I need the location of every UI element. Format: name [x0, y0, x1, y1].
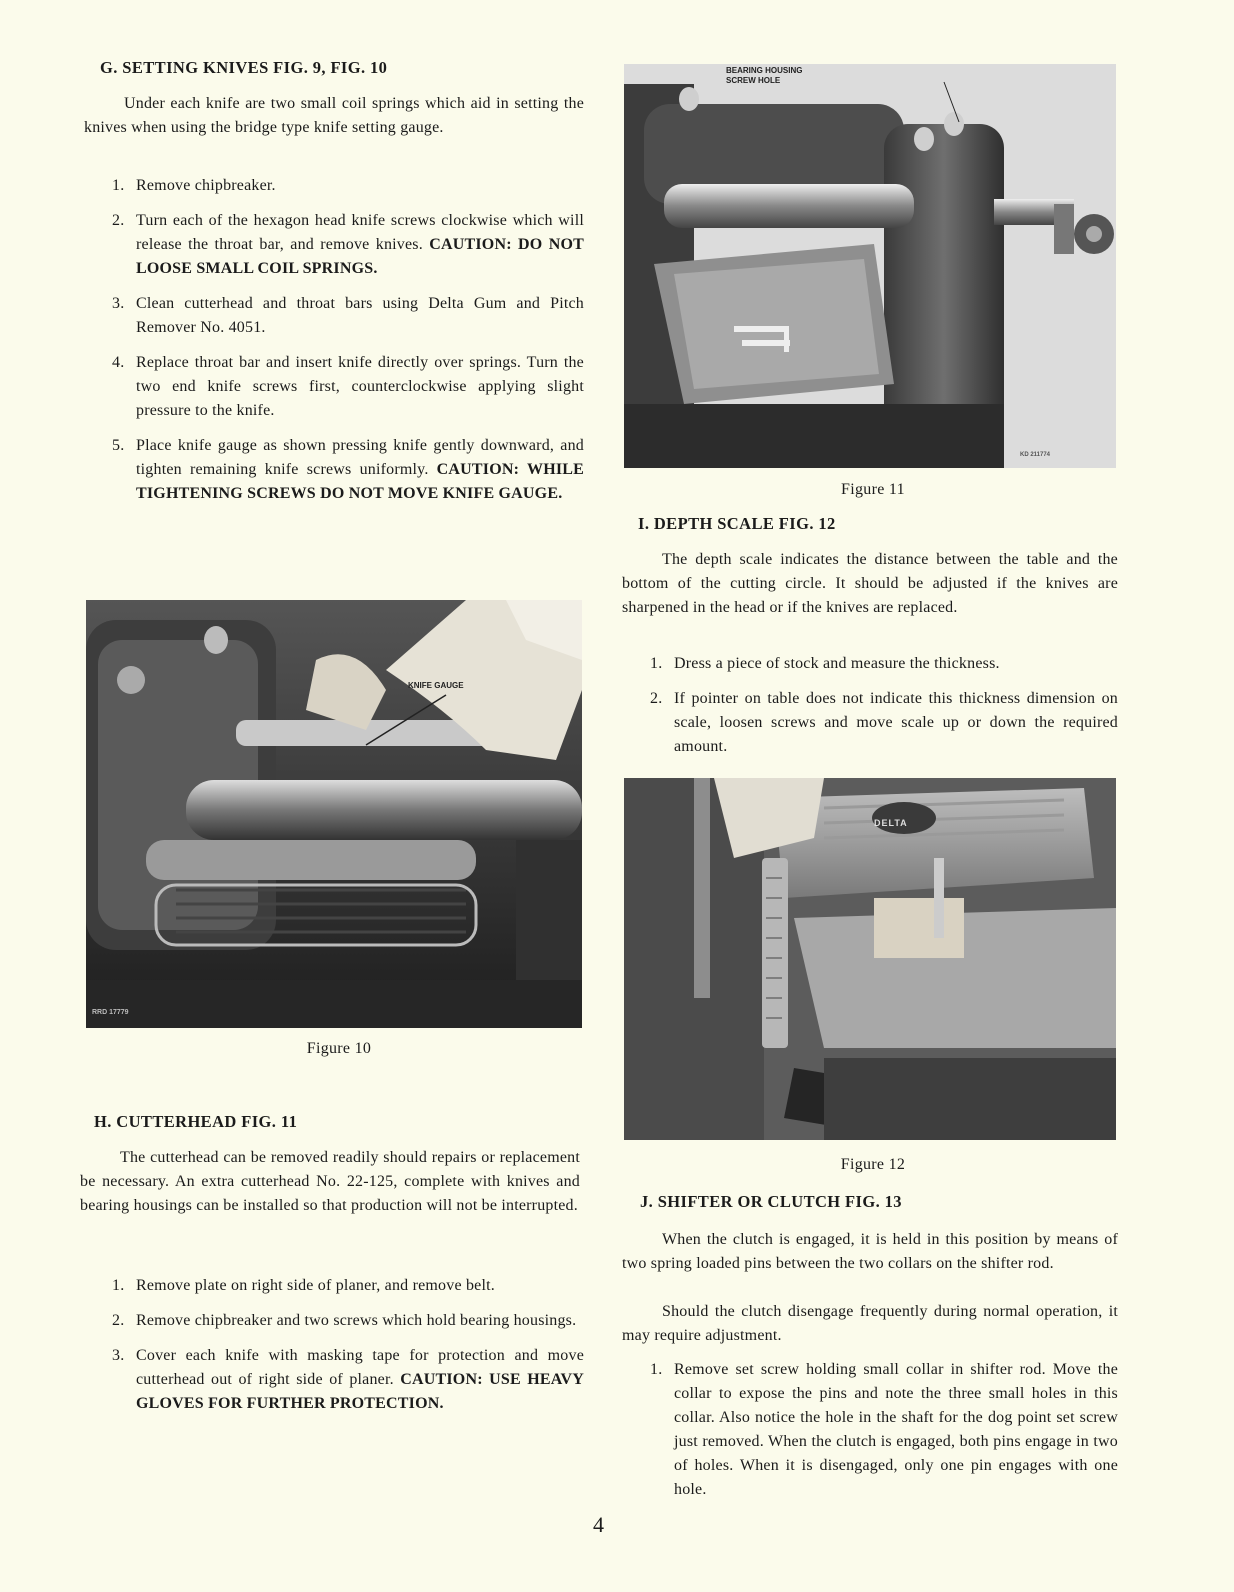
planer-knife-gauge-illustration: [86, 600, 582, 1028]
page-number: 4: [593, 1512, 604, 1537]
step-text: Place knife gauge as shown pressing knife gently downward, and tighten remaining knife screws uniformly.: [136, 437, 584, 478]
caution-text: CAUTION: DO NOT LOOSE SMALL COIL SPRINGS.: [136, 236, 584, 277]
step-number: 4.: [112, 354, 125, 371]
delta-logo: DELTA: [874, 818, 908, 828]
section-h-steps: [84, 1274, 584, 1427]
section-j-heading: J. SHIFTER OR CLUTCH FIG. 13: [640, 1192, 902, 1211]
section-g-heading: G. SETTING KNIVES FIG. 9, FIG. 10: [100, 58, 388, 77]
figure-11-photo: [624, 64, 1116, 468]
figure-10-caption: Figure 10: [306, 1040, 372, 1057]
step-text: Dress a piece of stock and measure the thickness.: [674, 655, 1000, 672]
step-text: Cover each knife with masking tape for protection and move cutterhead out of right side of planer.: [136, 1347, 584, 1388]
list-item: [84, 209, 584, 281]
list-item: [622, 687, 1118, 759]
step-text: Clean cutterhead and throat bars using Delta Gum and Pitch Remover No. 4051.: [136, 295, 584, 336]
step-number: 5.: [112, 437, 125, 454]
list-item: [84, 351, 584, 423]
section-i-heading: I. DEPTH SCALE FIG. 12: [638, 514, 836, 533]
figure-11-caption: Figure 11: [841, 481, 905, 498]
bearing-housing-label-line1: BEARING HOUSING: [726, 66, 803, 75]
bearing-housing-label: [726, 66, 802, 86]
list-item: [84, 174, 584, 198]
step-number: 1.: [112, 1277, 125, 1294]
figure-11-photo-code: KD 211774: [1020, 452, 1051, 458]
section-h-heading: H. CUTTERHEAD FIG. 11: [94, 1112, 298, 1131]
figure-10-photo: [86, 600, 582, 1028]
caution-text: CAUTION: WHILE TIGHTENING SCREWS DO NOT MOVE KNIFE GAUGE.: [136, 461, 585, 502]
step-text: Remove chipbreaker.: [136, 177, 276, 194]
section-g-intro: Under each knife are two small coil springs which aid in setting the knives when using the bridge type knife setting gauge.: [84, 95, 584, 136]
list-item: [84, 434, 584, 506]
step-number: 1.: [112, 177, 125, 194]
list-item: [622, 652, 1118, 676]
list-item: [622, 1358, 1118, 1502]
step-number: 2.: [650, 690, 663, 707]
step-number: 2.: [112, 212, 125, 229]
step-text: If pointer on table does not indicate this thickness dimension on scale, loosen screws and move scale up or down the required amount.: [674, 690, 1118, 755]
section-j-intro-1: When the clutch is engaged, it is held in this position by means of two spring loaded pins between the two collars on the shifter rod.: [622, 1231, 1118, 1272]
planer-depth-scale-illustration: [624, 778, 1116, 1140]
section-j-intro-2: Should the clutch disengage frequently during normal operation, it may require adjustment.: [622, 1303, 1118, 1344]
step-number: 1.: [650, 1361, 663, 1378]
section-i-intro: The depth scale indicates the distance between the table and the bottom of the cutting circle. It should be adjusted if the knives are sharpened in the head or if the knives are replaced.: [622, 551, 1118, 616]
figure-12-caption: Figure 12: [840, 1156, 906, 1173]
step-number: 3.: [112, 295, 125, 312]
list-item: [84, 292, 584, 340]
step-number: 1.: [650, 655, 663, 672]
list-item: [84, 1309, 584, 1333]
step-text: Remove chipbreaker and two screws which hold bearing housings.: [136, 1312, 577, 1329]
list-item: [84, 1344, 584, 1416]
list-item: [84, 1274, 584, 1298]
section-g-steps: [84, 174, 584, 517]
knife-gauge-label: KNIFE GAUGE: [408, 681, 464, 690]
planer-cutterhead-illustration: [624, 64, 1116, 468]
section-j-steps: [622, 1358, 1118, 1513]
step-text: Replace throat bar and insert knife directly over springs. Turn the two end knife screws first, counterclockwise applying slight pressure to the knife.: [136, 354, 584, 419]
step-text: Turn each of the hexagon head knife screws clockwise which will release the throat bar, and remove knives.: [136, 212, 584, 253]
step-text: Remove set screw holding small collar in shifter rod. Move the collar to expose the pins and note the three small holes in this collar. Also notice the hole in the shaft for the dog point set screw just removed. When the clutch is engaged, both pins engage in two of holes. When it is disengaged, only one pin engages with one hole.: [674, 1361, 1118, 1498]
step-number: 3.: [112, 1347, 125, 1364]
bearing-housing-label-line2: SCREW HOLE: [726, 76, 781, 85]
step-number: 2.: [112, 1312, 125, 1329]
caution-text: CAUTION: USE HEAVY GLOVES FOR FURTHER PROTECTION.: [136, 1371, 584, 1412]
section-h-intro: The cutterhead can be removed readily should repairs or replacement be necessary. An extra cutterhead No. 22-125, complete with knives and bearing housings can be installed so that production will not be interrupted.: [80, 1149, 580, 1214]
step-text: Remove plate on right side of planer, and remove belt.: [136, 1277, 495, 1294]
figure-10-photo-code: RRD 17779: [92, 1009, 129, 1016]
figure-12-photo: [624, 778, 1116, 1140]
section-i-steps: [622, 652, 1118, 770]
